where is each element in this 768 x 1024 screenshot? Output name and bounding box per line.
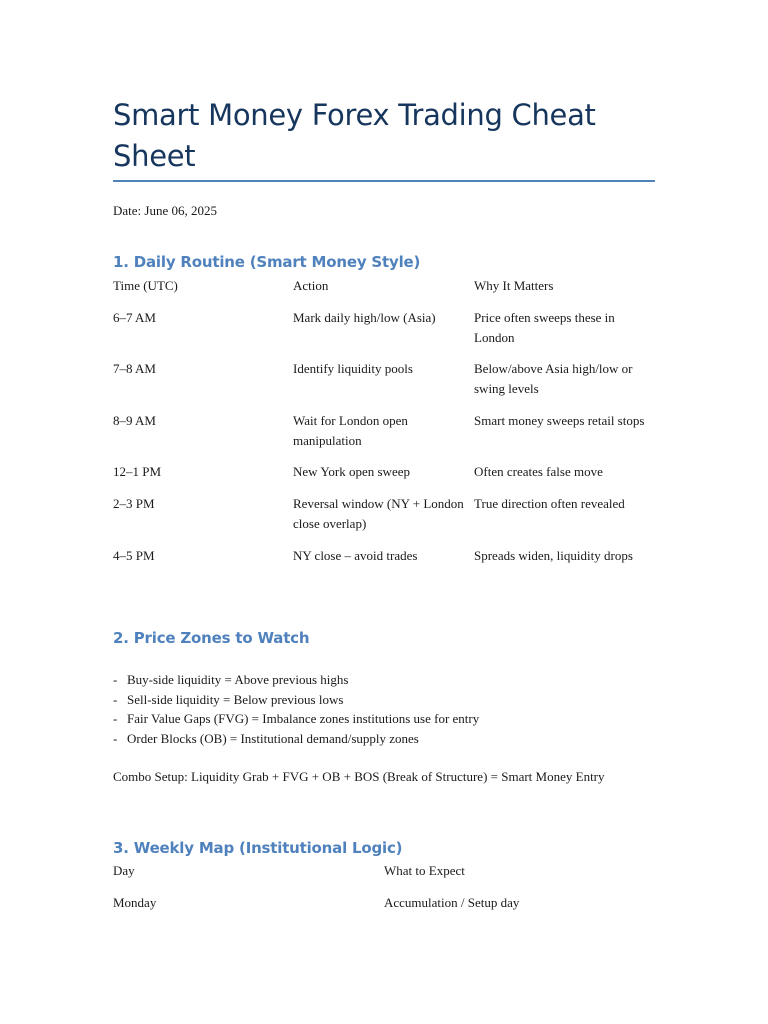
table-cell: Smart money sweeps retail stops <box>474 413 645 428</box>
table-cell: 6–7 AM <box>113 310 156 325</box>
table-cell: Accumulation / Setup day <box>384 895 520 910</box>
table-cell: NY close – avoid trades <box>293 548 418 563</box>
combo-setup-text: Combo Setup: Liquidity Grab + FVG + OB + BOS (Break of Structure) = Smart Money Entry <box>113 769 605 784</box>
table-cell: 2–3 PM <box>113 496 155 511</box>
column-header-expect: What to Expect <box>384 863 465 878</box>
table-cell: Often creates false move <box>474 464 603 479</box>
table-cell: Monday <box>113 895 157 910</box>
table-row <box>113 359 655 411</box>
list-item-text: Buy-side liquidity = Above previous highs <box>127 672 349 687</box>
table-cell: 4–5 PM <box>113 548 155 563</box>
list-item <box>113 690 655 710</box>
table-cell: Spreads widen, liquidity drops <box>474 548 633 563</box>
bullet-marker: - <box>113 691 118 707</box>
table-cell: New York open sweep <box>293 464 410 479</box>
document-title: Smart Money Forex Trading Cheat Sheet <box>113 98 596 173</box>
bullet-marker: - <box>113 730 118 746</box>
table-header-row <box>113 861 655 893</box>
bullet-marker: - <box>113 672 118 687</box>
table-row <box>113 893 655 925</box>
list-item <box>113 729 655 749</box>
table-row <box>113 411 655 462</box>
daily-routine-table <box>113 276 655 598</box>
table-cell: Below/above Asia high/low or swing levels <box>474 361 633 396</box>
table-row <box>113 546 655 598</box>
table-cell: Wait for London open manipulation <box>293 413 408 448</box>
table-cell: 7–8 AM <box>113 361 156 376</box>
list-item-text: Order Blocks (OB) = Institutional demand/supply zones <box>127 730 419 746</box>
list-item <box>113 670 655 690</box>
table-cell: Reversal window (NY + London close overlap) <box>293 496 464 531</box>
table-header-row <box>113 276 655 308</box>
section-heading-daily-routine: 1. Daily Routine (Smart Money Style) <box>113 253 421 271</box>
table-cell: Price often sweeps these in London <box>474 310 615 345</box>
table-row <box>113 462 655 494</box>
bullet-marker: - <box>113 711 118 726</box>
section-heading-price-zones: 2. Price Zones to Watch <box>113 629 310 647</box>
weekly-map-table <box>113 861 655 925</box>
column-header-action: Action <box>293 278 329 293</box>
document-date: Date: June 06, 2025 <box>113 203 217 218</box>
table-cell: Mark daily high/low (Asia) <box>293 310 436 325</box>
table-cell: True direction often revealed <box>474 496 625 511</box>
column-header-time: Time (UTC) <box>113 278 178 293</box>
list-item <box>113 709 655 729</box>
table-cell: Identify liquidity pools <box>293 361 413 376</box>
table-row <box>113 494 655 546</box>
column-header-why: Why It Matters <box>474 278 554 293</box>
title-divider <box>113 180 655 182</box>
table-row <box>113 308 655 359</box>
column-header-day: Day <box>113 863 135 878</box>
list-item-text: Sell-side liquidity = Below previous lows <box>127 691 344 707</box>
section-heading-weekly-map: 3. Weekly Map (Institutional Logic) <box>113 839 403 857</box>
list-item-text: Fair Value Gaps (FVG) = Imbalance zones institutions use for entry <box>127 711 480 726</box>
table-cell: 12–1 PM <box>113 464 162 479</box>
table-cell: 8–9 AM <box>113 413 156 428</box>
price-zones-list <box>113 670 655 748</box>
